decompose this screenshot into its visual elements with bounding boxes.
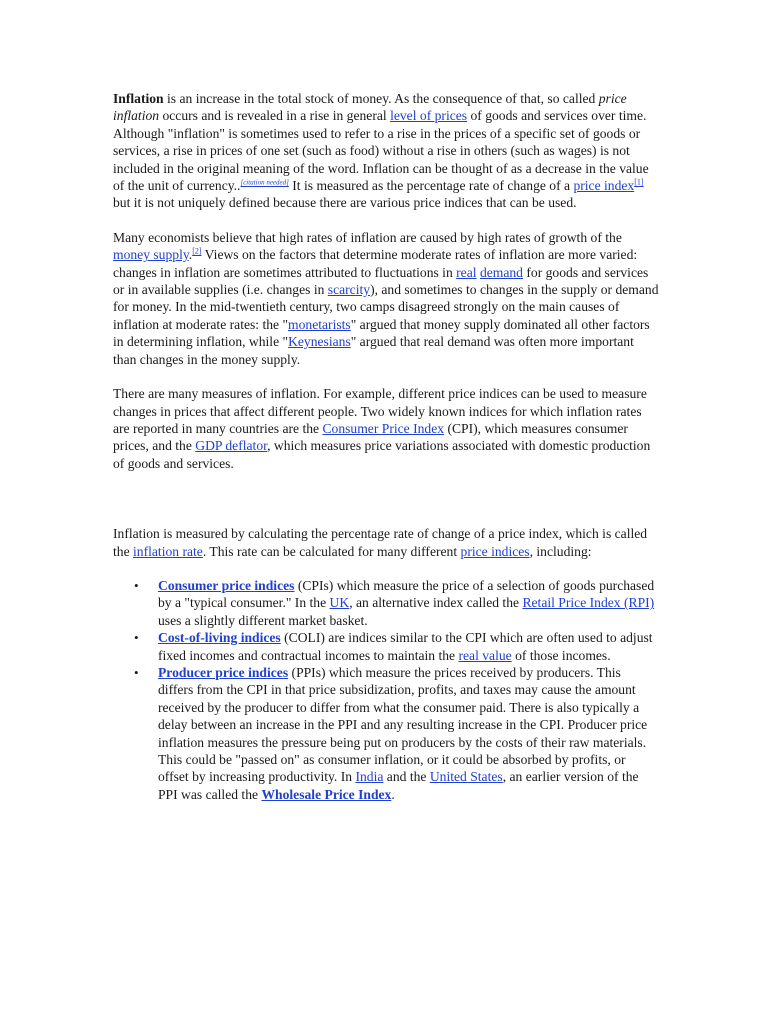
link-india[interactable]: India — [355, 769, 384, 785]
term-inflation: Inflation — [113, 91, 164, 106]
link-monetarists[interactable]: monetarists — [288, 316, 351, 332]
link-consumer-price-index[interactable]: Consumer Price Index — [322, 420, 445, 436]
reference-2[interactable]: [2] — [192, 246, 202, 256]
link-consumer-price-indices[interactable]: Consumer price indices — [158, 577, 295, 593]
paragraph-inflation-definition: Inflation is an increase in the total stock of money. As the consequence of that, so called price inflation occurs and is revealed in a rise in general level of prices of goods and services over time. Although "inflation" is sometimes used to refer to a rise in the prices of a specific set of goods or services, a rise in prices of one set (such as food) without a rise in others (such as wages) is not included in the original meaning of the word. Inflation can be thought of as a decrease in the value of the unit of currency..[citation needed] It is measured as the percentage rate of change of a price index[1] but it is not uniquely defined because there are various price indices that can be used. — [113, 91, 649, 211]
link-scarcity[interactable]: scarcity — [327, 282, 371, 298]
paragraph-measures: There are many measures of inflation. For example, different price indices can be used to measure changes in prices that affect different people. Two widely known indices for which inflation rates are reported in many countries are the Consumer Price Index (CPI), which measures consumer prices, and the GDP deflator, which measures price variations associated with domestic production of goods and services. — [113, 386, 651, 471]
link-price-index[interactable]: price index — [573, 178, 635, 194]
link-uk[interactable]: UK — [329, 595, 350, 611]
link-level-of-prices[interactable]: level of prices — [390, 108, 468, 124]
link-retail-price-index[interactable]: Retail Price Index (RPI) — [522, 595, 655, 611]
paragraph-economists: Many economists believe that high rates of inflation are caused by high rates of growth of the money supply.[2] Views on the factors that determine moderate rates of inflation are more varied: changes in inflation are sometimes attributed to fluctuations in real demand for goods and services or in available supplies (i.e. changes in scarcity), and sometimes to changes in the supply or demand for money. In the mid-twentieth century, two camps disagreed strongly on the main causes of inflation at moderate rates: the "monetarists" argued that money supply dominated all other factors in determining inflation, while "Keynesians" argued that real demand was often more important than changes in the money supply. — [113, 229, 659, 367]
link-inflation-rate[interactable]: inflation rate — [133, 543, 203, 559]
list-item-consumer-price-indices: • Consumer price indices (CPIs) which measure the price of a selection of goods purchased by a "typical consumer." In the UK, an alternative index called the Retail Price Index (RPI) uses a slightly different market basket. — [134, 577, 655, 628]
link-producer-price-indices[interactable]: Producer price indices — [158, 664, 289, 680]
link-money-supply[interactable]: money supply — [113, 247, 189, 263]
italic-price-inflation: price inflation — [113, 91, 627, 124]
link-united-states[interactable]: United States — [429, 769, 503, 785]
link-real[interactable]: real — [456, 264, 477, 280]
document-page — [113, 90, 659, 803]
link-citation-needed[interactable]: [citation needed] — [240, 178, 289, 187]
link-cost-of-living-indices[interactable]: Cost-of-living indices — [158, 630, 281, 646]
link-wholesale-price-index[interactable]: Wholesale Price Index — [261, 786, 392, 802]
list-item-cost-of-living-indices: • Cost-of-living indices (COLI) are indices similar to the CPI which are often used to adjust fixed incomes and contractual incomes to maintain the real value of those incomes. — [134, 630, 653, 663]
link-demand[interactable]: demand — [479, 264, 523, 280]
paragraph-measurement: Inflation is measured by calculating the percentage rate of change of a price index, which is called the inflation rate. This rate can be calculated for many different price indices, including: — [113, 526, 648, 559]
link-keynesians[interactable]: Keynesians — [288, 334, 351, 350]
reference-1[interactable]: [1] — [634, 177, 644, 187]
bullet-icon: • — [134, 664, 139, 680]
bullet-icon: • — [134, 630, 139, 646]
link-price-indices[interactable]: price indices — [460, 543, 530, 559]
link-real-value[interactable]: real value — [458, 647, 512, 663]
link-gdp-deflator[interactable]: GDP deflator — [195, 438, 268, 454]
bullet-icon: • — [134, 577, 139, 593]
price-index-list — [113, 577, 659, 803]
list-item-producer-price-indices: • Producer price indices (PPIs) which measure the prices received by producers. This differs from the CPI in that price subsidization, profits, and taxes may cause the amount received by the producer to differ from what the consumer paid. There is also typically a delay between an increase in the PPI and any resulting increase in the CPI. Producer price inflation measures the pressure being put on producers by the costs of their raw materials. This could be "passed on" as consumer inflation, or it could be absorbed by profits, or offset by increasing productivity. In India and the United States, an earlier version of the PPI was called the Wholesale Price Index. — [134, 664, 648, 802]
